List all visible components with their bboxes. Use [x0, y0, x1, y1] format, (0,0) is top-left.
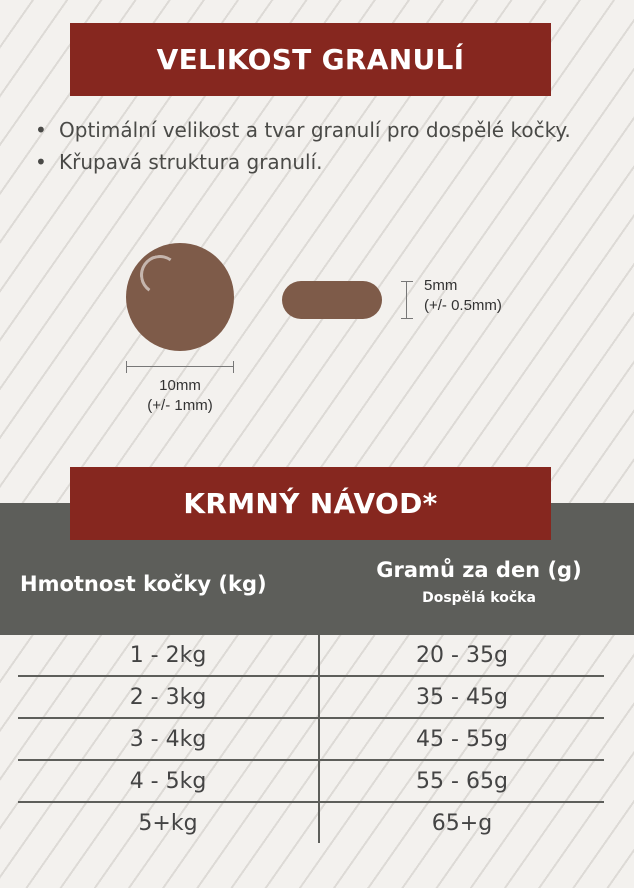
- size-section-title: VELIKOST GRANULÍ: [156, 43, 465, 76]
- grams-cell: 20 - 35g: [416, 642, 508, 668]
- table-row: [18, 677, 604, 719]
- column-header-weight: Hmotnost kočky (kg): [20, 572, 267, 596]
- round-kibble-size: 10mm: [159, 377, 201, 394]
- feeding-section-banner: [70, 467, 551, 540]
- round-kibble-illustration: [126, 243, 234, 351]
- size-section-banner: [70, 23, 551, 96]
- side-kibble-size: 5mm: [424, 277, 458, 294]
- grams-cell: 45 - 55g: [416, 726, 508, 752]
- column-subheader-adult: Dospělá kočka: [422, 590, 536, 606]
- size-bullet-list: [33, 116, 573, 180]
- column-header-grams: Gramů za den (g): [376, 558, 582, 582]
- table-row: [18, 719, 604, 761]
- table-row: [18, 803, 604, 843]
- feeding-table: [18, 635, 604, 843]
- side-kibble-illustration: [282, 281, 382, 319]
- weight-cell: 2 - 3kg: [18, 677, 320, 717]
- weight-cell: 4 - 5kg: [18, 761, 320, 801]
- weight-cell: 3 - 4kg: [18, 719, 320, 759]
- thickness-dimension-marker: [401, 281, 413, 319]
- grams-cell: 65+g: [431, 810, 493, 836]
- side-kibble-tolerance: (+/- 0.5mm): [424, 297, 502, 314]
- table-row: [18, 761, 604, 803]
- width-dimension-marker: [126, 361, 234, 373]
- round-kibble-dimension: [126, 376, 234, 416]
- grams-cell: 55 - 65g: [416, 768, 508, 794]
- table-row: [18, 635, 604, 677]
- feeding-section-title: KRMNÝ NÁVOD*: [183, 487, 438, 520]
- side-kibble-dimension: [424, 276, 502, 316]
- weight-cell: 1 - 2kg: [18, 635, 320, 675]
- bullet-item: • Křupavá struktura granulí.: [33, 148, 573, 176]
- weight-cell: 5+kg: [18, 803, 320, 843]
- grams-cell: 35 - 45g: [416, 684, 508, 710]
- round-kibble-tolerance: (+/- 1mm): [147, 397, 213, 414]
- bullet-item: • Optimální velikost a tvar granulí pro dospělé kočky.: [33, 116, 573, 144]
